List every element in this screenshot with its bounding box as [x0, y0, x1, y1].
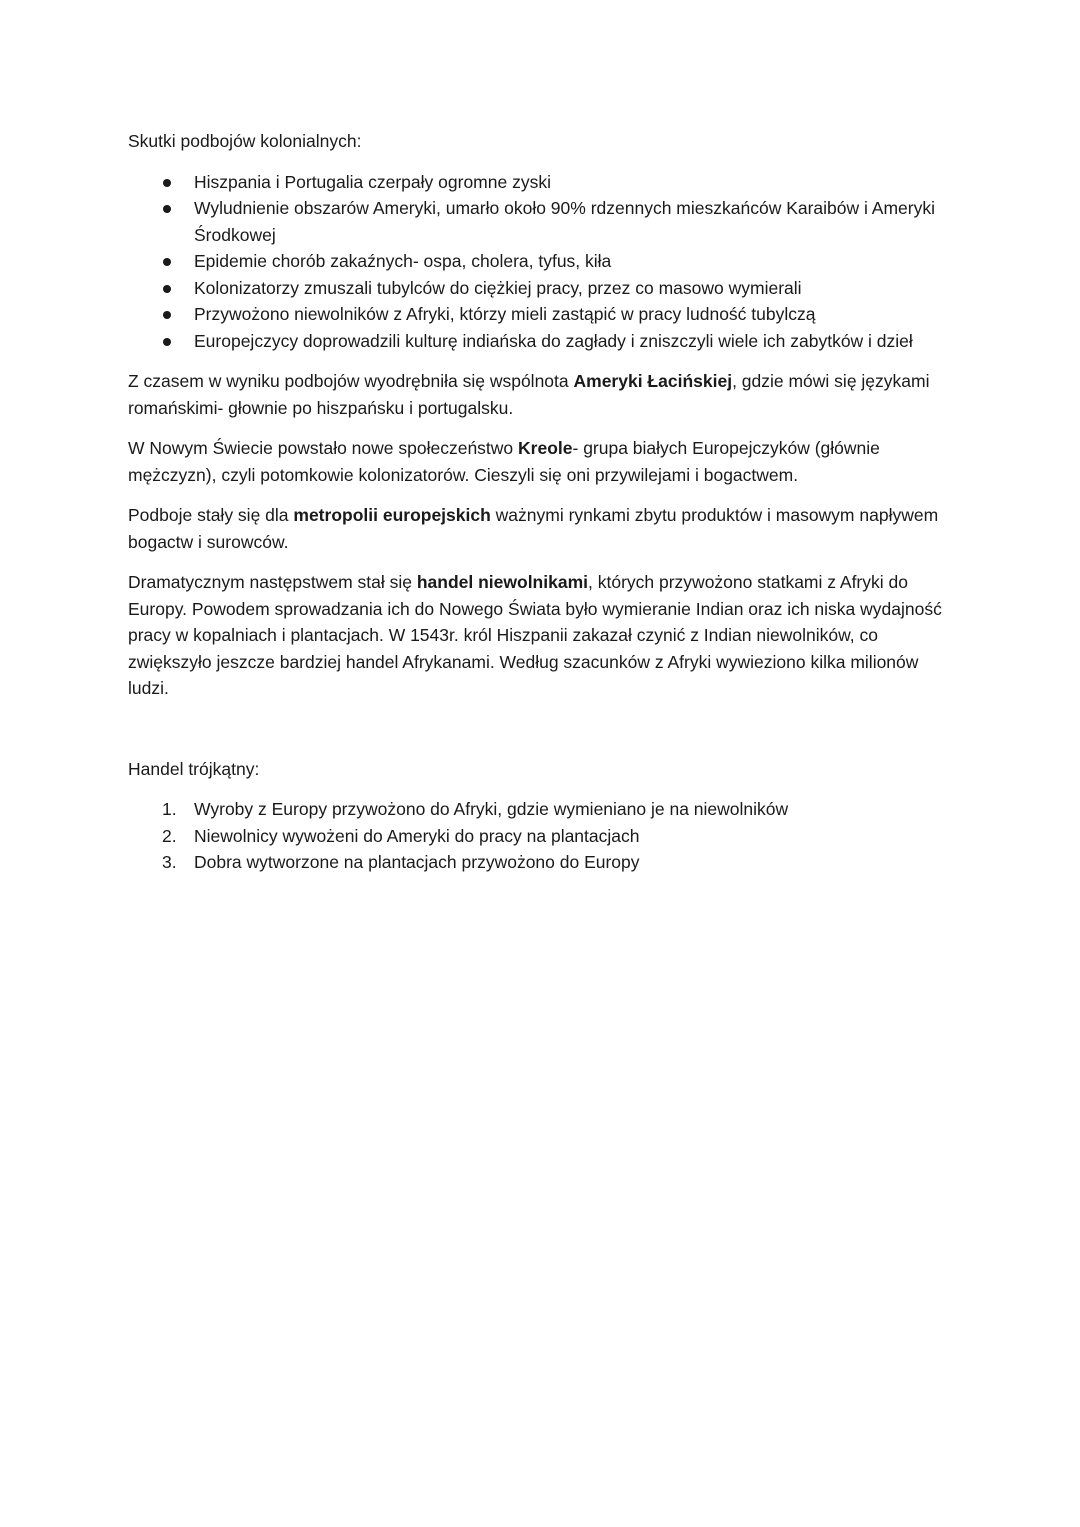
- list-item-text: Epidemie chorób zakaźnych- ospa, cholera, tyfus, kiła: [194, 251, 612, 271]
- paragraph-metropolises: [128, 502, 948, 555]
- blank-space: [128, 716, 948, 756]
- bullet-icon: [163, 205, 171, 213]
- list-item: [128, 328, 948, 355]
- list-item: [128, 248, 948, 275]
- document-page: [128, 128, 948, 876]
- paragraph-text: ważnymi rynkami zbytu produktów i masowym napływem bogactw i surowców.: [128, 505, 939, 552]
- list-item: [128, 301, 948, 328]
- section-heading-effects: Skutki podbojów kolonialnych:: [128, 131, 362, 151]
- bullet-icon: [163, 338, 171, 346]
- list-item-text: Wyludnienie obszarów Ameryki, umarło około 90% rdzennych mieszkańców Karaibów i Ameryki Środkowej: [194, 198, 935, 245]
- list-item-text: Hiszpania i Portugalia czerpały ogromne zyski: [194, 171, 551, 192]
- paragraph-text: - grupa białych Europejczyków (głównie mężczyzn), czyli potomkowie kolonizatorów. Cieszyli się oni przywilejami i bogactwem.: [128, 438, 880, 485]
- list-number: 1.: [162, 799, 177, 819]
- triangular-trade-list: [128, 796, 948, 876]
- bold-term: Ameryki Łacińskiej: [573, 371, 733, 391]
- bold-term: Kreole: [518, 438, 573, 458]
- bullet-icon: [163, 311, 171, 319]
- bullet-icon: [163, 285, 171, 293]
- paragraph-slave-trade: [128, 569, 948, 702]
- paragraph-creoles: [128, 435, 948, 488]
- list-item: [128, 275, 948, 302]
- list-item: [128, 195, 948, 248]
- paragraph-text: Z czasem w wyniku podbojów wyodrębniła się wspólnota: [128, 371, 574, 391]
- list-item: [128, 169, 948, 196]
- paragraph-text: W Nowym Świecie powstało nowe społeczeństwo: [128, 438, 519, 458]
- bold-term: handel niewolnikami: [416, 572, 588, 592]
- paragraph-text: Podboje stały się dla: [128, 505, 294, 525]
- bold-term: metropolii europejskich: [293, 505, 491, 525]
- section-heading-triangular-trade: Handel trójkątny:: [128, 758, 260, 779]
- list-item: [128, 849, 948, 876]
- list-item-text: Wyroby z Europy przywożono do Afryki, gdzie wymieniano je na niewolników: [194, 799, 789, 819]
- paragraph-text: , gdzie mówi się językami romańskimi- głownie po hiszpańsku i portugalsku.: [128, 371, 930, 418]
- effects-bullet-list: [128, 169, 948, 355]
- list-item-text: Niewolnicy wywożeni do Ameryki do pracy na plantacjach: [194, 825, 640, 846]
- list-number: 2.: [162, 825, 177, 846]
- list-item: [128, 823, 948, 850]
- list-item: [128, 796, 948, 823]
- paragraph-text: Dramatycznym następstwem stał się: [128, 572, 417, 592]
- list-item-text: Europejczycy doprowadzili kulturę indiańska do zagłady i zniszczyli wiele ich zabytków i dzieł: [194, 330, 913, 351]
- bullet-icon: [163, 179, 171, 187]
- bullet-icon: [163, 258, 171, 266]
- list-item-text: Przywożono niewolników z Afryki, którzy mieli zastąpić w pracy ludność tubylczą: [194, 304, 816, 324]
- list-item-text: Kolonizatorzy zmuszali tubylców do ciężkiej pracy, przez co masowo wymierali: [194, 277, 802, 298]
- list-item-text: Dobra wytworzone na plantacjach przywożono do Europy: [194, 852, 640, 872]
- list-number: 3.: [162, 852, 177, 872]
- paragraph-text: , których przywożono statkami z Afryki do Europy. Powodem sprowadzania ich do Nowego Świata było wymieranie Indian oraz ich niska wydajność pracy w kopalniach i plantacjach. W 1543r. król Hiszpanii zakazał czynić z Indian niewolników, co zwiększyło jeszcze bardziej handel Afrykanami. Według szacunków z Afryki wywieziono kilka milionów ludzi.: [128, 572, 942, 698]
- paragraph-latin-america: [128, 368, 948, 421]
